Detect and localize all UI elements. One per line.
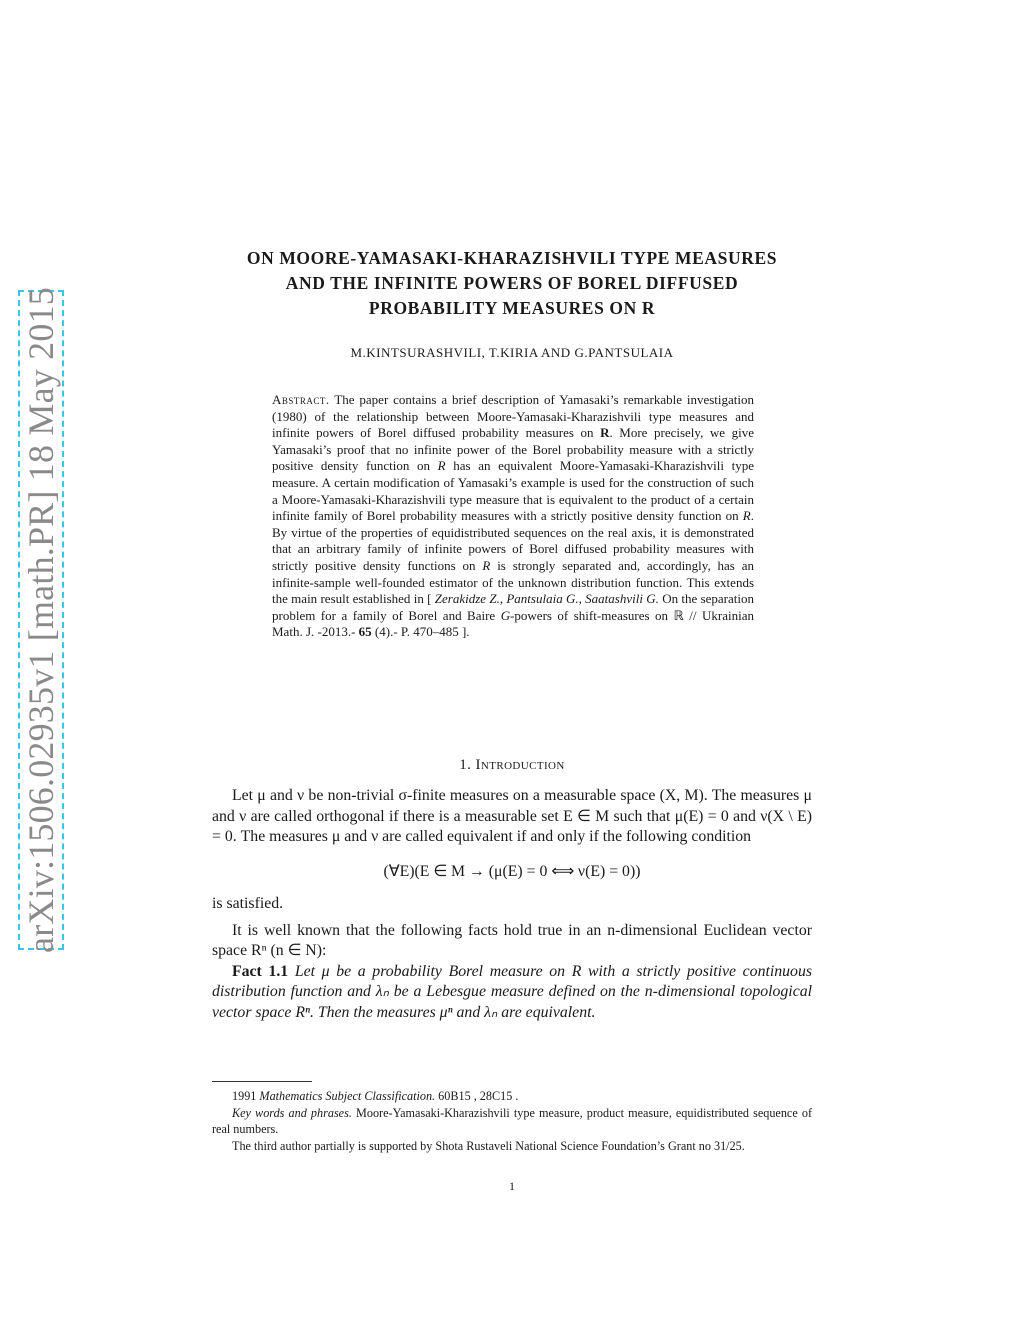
abstract-label: Abstract. [272, 392, 330, 407]
msc-label: Mathematics Subject Classification. [259, 1089, 436, 1103]
arxiv-identifier: arXiv:1506.02935v1 [math.PR] 18 May 2015 [21, 287, 61, 953]
abstract-r-2: R [742, 508, 751, 524]
abstract-text-3: has an equivalent Moore-Yamasaki-Kharazishvili type measure. A certain modification of Yamasaki’s example is used for the construction of such a Moore-Yamasaki-Kharazishvili type measure that is equivalent to the product of a certain infinite family of Borel probability measures with a strictly positive density function on [272, 458, 754, 524]
footnote-msc [212, 1088, 812, 1105]
footnote-keywords [212, 1105, 812, 1138]
title-line-1: ON MOORE-YAMASAKI-KHARAZISHVILI TYPE MEASURES [246, 248, 778, 268]
fact-label: Fact 1.1 [232, 962, 289, 980]
paper-title [198, 246, 826, 321]
section-number: 1. [459, 757, 472, 773]
keywords-label: Key words and phrases. [232, 1105, 352, 1120]
abstract-r-3: R [482, 557, 491, 573]
abstract-text-4: . By virtue of the properties of equidistributed sequences on the real axis, it is demonstrated that an arbitrary family of infinite powers of Borel diffused probability measures with strictly positive density functions on [272, 508, 754, 573]
fact-text: Let μ be a probability Borel measure on R with a strictly positive continuous distribution function and λₙ be a Lebesgue measure defined on the n-dimensional topological vector space Rⁿ. Then the measures μⁿ and λₙ are equivalent. [212, 962, 812, 1021]
paragraph-definition: Let μ and ν be non-trivial σ-finite measures on a measurable space (X, M). The measures μ and ν are called orthogonal if there is a measurable set E ∈ M such that μ(E) = 0 and ν(X \ E) = 0. The measures μ and ν are called equivalent if and only if the following condition [212, 787, 812, 845]
abstract-text-8: (4).- P. 470–485 ]. [371, 624, 470, 640]
abstract-bold-r: R [600, 425, 610, 441]
keywords-text: Moore-Yamasaki-Kharazishvili type measure, product measure, equidistributed sequence of real numbers. [212, 1105, 813, 1136]
section-heading [212, 757, 812, 774]
footnote-rule [212, 1081, 312, 1082]
abstract-text-7: -powers of shift-measures on ℝ // Ukrainian Math. J. -2013.- [272, 607, 754, 640]
msc-codes: 60B15 , 28C15 . [438, 1089, 519, 1103]
title-line-3: PROBABILITY MEASURES ON R [368, 298, 656, 318]
abstract-text-2: . More precisely, we give Yamasaki’s proof that no infinite power of the Borel probability measure with a strictly positive density function on [272, 425, 754, 474]
abstract [272, 392, 754, 641]
fact-1-1 [212, 962, 812, 1024]
abstract-text-1: The paper contains a brief description of Yamasaki’s remarkable investigation (1980) of the relationship between Moore-Yamasaki-Kharazishvili type measures and infinite powers of Borel diffused probability measures on [272, 392, 755, 441]
arxiv-stamp [18, 287, 64, 953]
abstract-g: G [500, 607, 511, 623]
page-number: 1 [509, 1179, 515, 1193]
footnotes [212, 1088, 812, 1154]
paragraph-satisfied: is satisfied. [212, 895, 284, 912]
msc-year: 1991 [232, 1089, 257, 1103]
section-title: Introduction [475, 757, 565, 773]
title-line-2: AND THE INFINITE POWERS OF BOREL DIFFUSED [285, 273, 739, 293]
body-text [212, 786, 812, 1023]
abstract-text-5: is strongly separated and, accordingly, has an infinite-sample well-founded estimator of the unknown distribution function. This extends the main result established in [ [272, 557, 754, 607]
abstract-ref-authors: Zerakidze Z., Pantsulaia G., Saatashvili G. [434, 591, 659, 607]
abstract-r-1: R [437, 458, 446, 474]
abstract-text-6: On the separation problem for a family of Borel and Baire [272, 591, 754, 623]
authors: M.KINTSURASHVILI, T.KIRIA AND G.PANTSULAIA [350, 345, 674, 360]
display-equation: (∀E)(E ∈ M → (μ(E) = 0 ⟺ ν(E) = 0)) [383, 862, 641, 880]
footnote-support: The third author partially is supported by Shota Rustaveli National Science Foundation’s Grant no 31/25. [232, 1138, 745, 1153]
abstract-volume: 65 [358, 624, 372, 640]
paragraph-facts: It is well known that the following facts hold true in an n-dimensional Euclidean vector space Rⁿ (n ∈ N): [212, 921, 812, 959]
